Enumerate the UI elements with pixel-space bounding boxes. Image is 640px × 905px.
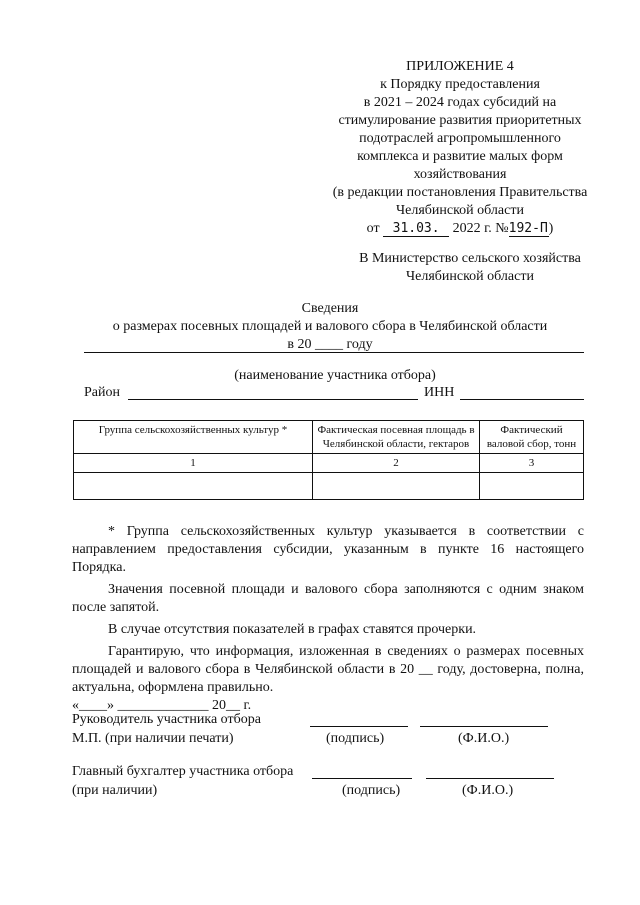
inn-label: ИНН [424,385,455,400]
title-line: в 20 ____ году [287,337,373,352]
accountant-sub-label: (при наличии) [72,783,158,798]
addressee-line: Челябинской области [406,269,534,284]
appendix-line: к Порядку предоставления [380,77,540,92]
accountant-fio-line [426,778,554,779]
addressee [320,250,620,286]
inn-line [460,399,584,400]
head-signature-line [310,726,408,727]
data-table [73,420,584,500]
participant-caption: (наименование участника отбора) [234,368,436,383]
from-prefix: от [366,221,380,236]
accountant-sign-caption: (подпись) [342,783,401,798]
note-values: Значения посевной площади и валового сбора заполняются с одним знаком после запятой. [72,582,584,615]
document-title [60,300,600,354]
column-number: 1 [74,454,313,473]
appendix-title: ПРИЛОЖЕНИЕ 4 [406,59,514,74]
table-number-row [74,454,584,473]
appendix-line: в 2021 – 2024 годах субсидий на [363,95,557,110]
appendix-line: (в редакции постановления Правительства [332,185,588,200]
appendix-line: подотраслей агропромышленного [359,131,561,146]
column-number: 3 [480,454,584,473]
resolution-number: 192-П [508,221,548,236]
appendix-header [300,58,620,238]
note-dashes: В случае отсутствия показателей в графах ставятся прочерки. [108,622,477,637]
date-line: «____» _____________ 20__ г. [72,698,252,713]
accountant-fio-caption: (Ф.И.О.) [462,783,514,798]
table-cell [74,473,313,500]
appendix-line: хозяйствования [413,167,507,182]
title-line: о размерах посевных площадей и валового сбора в Челябинской области [112,319,548,334]
resolution-date-line [300,220,620,238]
column-number: 2 [313,454,480,473]
header-sown-area: Фактическая посевная площадь в Челябинской области, гектаров [313,421,480,454]
appendix-line: комплекса и развитие малых форм [357,149,563,164]
addressee-line: В Министерство сельского хозяйства [359,251,581,266]
table-cell [480,473,584,500]
resolution-date: 31.03. [383,222,449,237]
head-fio-line [420,726,548,727]
footnote: * Группа сельскохозяйственных культур указывается в соответствии с направлением предоставления субсидии, указанным в пункте 16 настоящего Порядка. [72,524,584,575]
header-gross-harvest: Фактический валовой сбор, тонн [480,421,584,454]
close-paren: ) [548,221,554,236]
header-crop-group: Группа сельскохозяйственных культур * [74,421,313,454]
notes-section [72,523,584,715]
accountant-label: Главный бухгалтер участника отбора [72,764,294,779]
rayon-row [84,385,584,403]
guarantee-text: Гарантирую, что информация, изложенная в сведениях о размерах посевных площадей и валового сбора в Челябинской области в 20 __ году, достоверна, полна, актуальна, оформлена правильно. [72,644,584,695]
table-cell [313,473,480,500]
appendix-line: Челябинской области [396,203,524,218]
head-label: Руководитель участника отбора [72,712,261,727]
head-fio-caption: (Ф.И.О.) [458,731,510,746]
accountant-signature-line [312,778,412,779]
appendix-line: стимулирование развития приоритетных [338,113,582,128]
rayon-line [128,399,418,400]
table-row [74,473,584,500]
head-sign-caption: (подпись) [326,731,385,746]
rayon-label: Район [84,385,120,400]
stamp-label: М.П. (при наличии печати) [72,731,234,746]
title-line: Сведения [301,301,359,316]
resolution-year: 2022 г. № [452,221,509,236]
participant-name-line [84,352,584,353]
table-header-row [74,421,584,454]
